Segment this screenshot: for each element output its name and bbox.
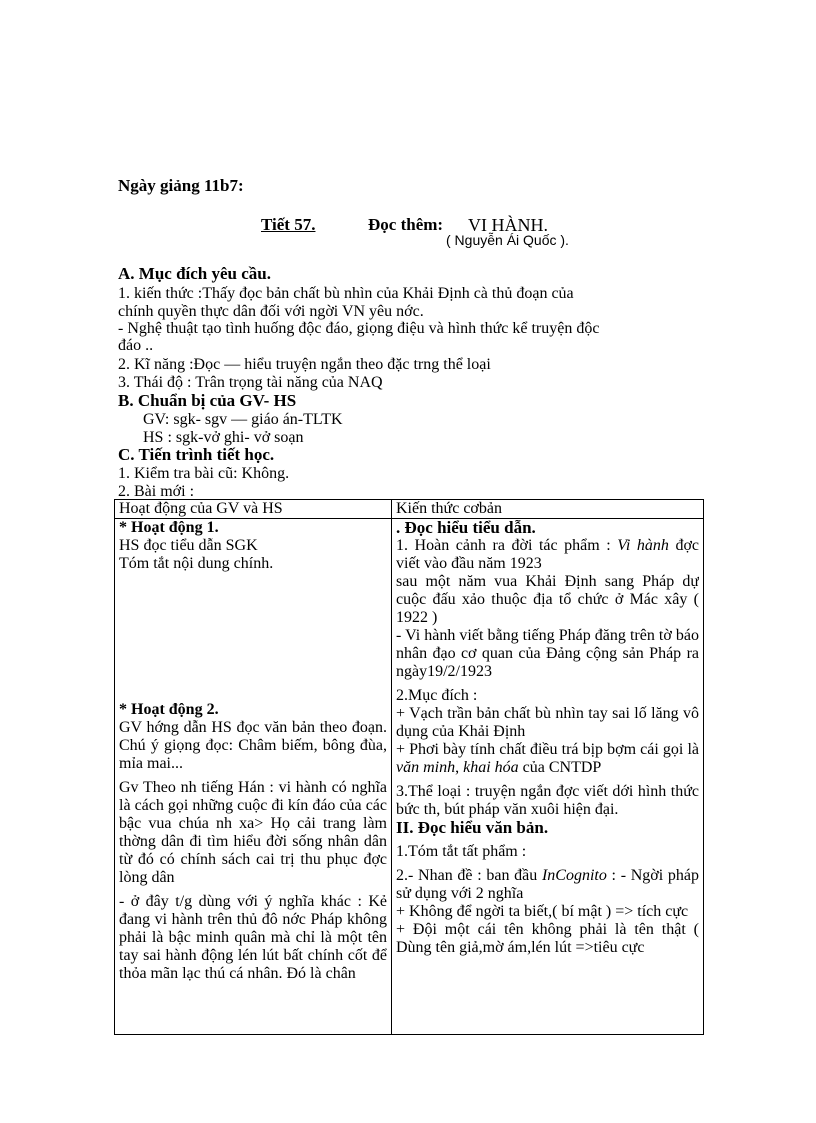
purpose-point-2-end: của CNTDP <box>518 759 602 776</box>
section-a-line-1: 1. kiến thức :Thấy đọc bản chất bù nhìn của Khải Định cà thủ đoạn của <box>118 285 574 302</box>
section-b-gv: GV: sgk- sgv — giáo án-TLTK <box>143 411 343 428</box>
meaning-negative: + Đội một cái tên không phải là tên thật ( Dùng tên giả,mờ ám,lén lút =>tiêu cực <box>396 921 699 956</box>
section-a-line-5: 2. Kĩ năng :Đọc — hiểu truyện ngắn theo đặc trng thể loại <box>118 356 491 373</box>
meaning-positive: + Không để ngời ta biết,( bí mật ) => tích cực <box>396 903 689 920</box>
activity-2-paragraph-2: Gv Theo nh tiếng Hán : vi hành có nghĩa là cách gọi những cuộc đi kín đáo của các bậc vua chúa nh xa> Họ cải trang làm thờng dân đi tìm hiểu đời sống nhân dân từ đó có chính sách cai trị thu phục đợc lòng dân <box>119 779 387 886</box>
section-a-line-6: 3. Thái độ : Trân trọng tài năng của NAQ <box>118 374 383 391</box>
purpose-point-2 <box>396 741 699 777</box>
lesson-number: Tiết 57. <box>261 215 316 234</box>
section-a-line-4: đáo .. <box>118 337 154 354</box>
title-analysis-rest: : - Ngời pháp sử dụng với 2 nghĩa <box>396 867 699 902</box>
context-label: 1. Hoàn cảnh ra đời tác phẩm : <box>396 537 618 554</box>
genre-paragraph: 3.Thể loại : truyện ngắn đợc viết dới hình thức bức th, bút pháp văn xuôi hiện đại. <box>396 783 699 818</box>
section-c-line-1: 1. Kiểm tra bài cũ: Không. <box>118 465 290 482</box>
purpose-point-2-text: + Phơi bày tính chất điều trá bịp bợm cái gọi là <box>396 741 699 758</box>
activity-1-line-1: HS đọc tiểu dẫn SGK <box>119 537 258 554</box>
activity-2-paragraph-1: GV hớng dẫn HS đọc văn bản theo đoạn. Chú ý giọng đọc: Châm biếm, bông đùa, mỉa mai... <box>119 719 387 772</box>
section-b-hs: HS : sgk-vở ghi- vở soạn <box>143 429 304 446</box>
publication-detail: - Vi hành viết bằng tiếng Pháp đăng trên tờ báo nhân đạo cơ quan của Đảng cộng sản Pháp ra ngày19/2/1923 <box>396 627 699 680</box>
title-analysis <box>396 867 699 903</box>
lesson-table <box>114 499 704 1035</box>
context-detail: sau một năm vua Khải Định sang Pháp dự cuộc đấu xảo thuộc địa tổ chức ở Mác xây ( 1922 ) <box>396 573 699 626</box>
incognito-term: InCognito <box>541 867 607 884</box>
summary-title: 1.Tóm tắt tất phẩm : <box>396 843 527 860</box>
context-year: đợc viết vào đầu năm 1923 <box>396 537 699 572</box>
section-a-heading: A. Mục đích yêu cầu. <box>118 264 271 283</box>
purpose-term-enlightenment: khai hóa <box>463 759 519 776</box>
table-header-row <box>115 500 704 519</box>
context-paragraph <box>396 537 699 573</box>
section-c-heading: C. Tiến trình tiết học. <box>118 445 275 464</box>
section-c-line-2: 2. Bài mới : <box>118 483 195 500</box>
section-2-heading: II. Đọc hiểu văn bản. <box>396 818 549 837</box>
activities-cell <box>115 519 392 1035</box>
activity-1-heading: * Hoạt động 1. <box>119 519 219 536</box>
table-header-activities: Hoạt động của GV và HS <box>115 500 392 519</box>
work-title: Vi hành <box>617 537 669 554</box>
section-a-line-2: chính quyền thực dân đối với ngời VN yêu nớc. <box>118 303 424 320</box>
author-line: ( Nguyễn Ái Quốc ). <box>446 232 569 248</box>
section-b-heading: B. Chuẩn bị của GV- HS <box>118 391 297 410</box>
table-row <box>115 519 704 1035</box>
knowledge-cell <box>392 519 704 1035</box>
reading-label: Đọc thêm: <box>368 215 444 234</box>
section-a-line-3: - Nghệ thuật tạo tình huống độc đáo, giọng điệu và hình thức kể truyện độc <box>118 320 600 337</box>
activity-2-heading: * Hoạt động 2. <box>119 701 219 718</box>
purpose-term-civilization: văn minh <box>396 759 456 776</box>
section-1-heading: . Đọc hiểu tiểu dẫn. <box>396 519 536 537</box>
date-line: Ngày giảng 11b7: <box>118 176 244 195</box>
table-header-knowledge: Kiến thức cơbản <box>392 500 704 519</box>
activity-2-paragraph-3: - ở đây t/g dùng với ý nghĩa khác : Kẻ đang vi hành trên thủ đô nớc Pháp không phải là bậc minh quân mà chỉ là một tên tay sai hành động lén lút bất chính cốt để thỏa mãn lạc thú cá nhân. Đó là chân <box>119 893 387 982</box>
document-title: VI HÀNH. <box>468 215 548 235</box>
activity-1-line-2: Tóm tắt nội dung chính. <box>119 555 274 572</box>
title-analysis-label: 2.- Nhan đề : ban đầu <box>396 867 542 884</box>
purpose-separator: , <box>455 759 464 776</box>
purpose-point-1: + Vạch trần bản chất bù nhìn tay sai lố lăng vô dụng của Khải Định <box>396 705 699 740</box>
purpose-title: 2.Mục đích : <box>396 687 478 704</box>
